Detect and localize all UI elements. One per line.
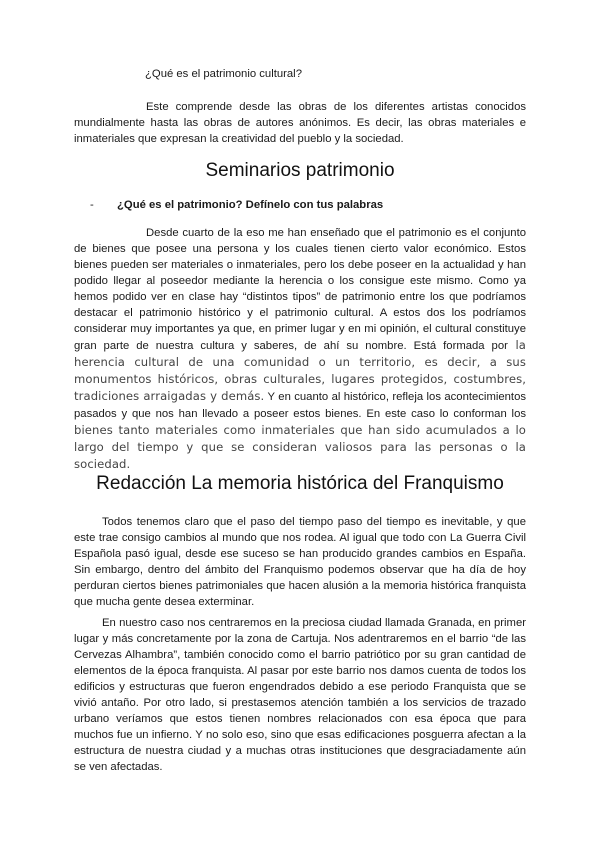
redaccion-heading: Redacción La memoria histórica del Franquismo [96,473,504,494]
seminarios-heading: Seminarios patrimonio [205,160,395,181]
bullet-dash: - [90,199,94,211]
bullet-question: ¿Qué es el patrimonio? Defínelo con tus palabras [117,199,384,211]
answer-part-1: Desde cuarto de la eso me han enseñado que el patrimonio es el conjunto de bienes que posee una persona y los cuales tienen cierto valor económico. Estos bienes pueden ser materiales o inmateriales, pero los debe poseer en la actualidad y han podido llegar al poseedor mediante la herencia o los consigue este mismo. Como ya hemos podido ver en clase hay “distintos tipos” de patrimonio entre los que podríamos destacar el patrimonio histórico y el patrimonio cultural. A estos dos los podríamos considerar muy importantes ya que, en primer lugar y en mi opinión, el cultural constituye gran parte de nuestra cultura y saberes, de ahí su nombre. Está formada por [74,227,526,352]
answer-part-2: la herencia cultural de una comunidad o un territorio, es decir, a sus monumentos históricos, obras culturales, lugares protegidos, costumbres, tradiciones arraigadas y demás. [74,338,526,403]
redaccion-paragraph-2: En nuestro caso nos centraremos en la preciosa ciudad llamada Granada, en primer lugar y más concretamente por la zona de Cartuja. Nos adentraremos en el barrio “de las Cervezas Alhambra”, también conocido como el barrio patriótico por su gran cantidad de elementos de la época franquista. Al pasar por este barrio nos damos cuenta de todos los edificios y estructuras que fueron engendrados debido a ese periodo Franquista que se vivió antaño. Por otro lado, si prestasemos atención también a los servicios de trazado urbano veríamos que estos tienen nombres relacionados con esa época que para muchos fue un infierno. Y no solo eso, sino que esas edificaciones posguerra afectan a la estructura de nuestra ciudad y a muchas otras instituciones que desgraciadamente aún se ven afectadas. [74,617,526,773]
intro-question: ¿Qué es el patrimonio cultural? [145,68,302,80]
answer-part-3: Y en cuanto al histórico, refleja los acontecimientos pasados y que nos han llevado a poseer estos bienes. En este caso lo conforman los [74,391,526,420]
intro-answer: Este comprende desde las obras de los diferentes artistas conocidos mundialmente hasta las obras de autores anónimos. Es decir, las obras materiales e inmateriales que expresan la creatividad del pueblo y la sociedad. [74,101,526,145]
answer-part-4: bienes tanto materiales como inmateriales que han sido acumulados a lo largo del tiempo y que se consideran valiosos para las personas o la sociedad. [74,423,526,471]
seminarios-answer [74,225,526,473]
redaccion-paragraph-1: Todos tenemos claro que el paso del tiempo paso del tiempo es inevitable, y que este trae consigo cambios al mundo que nos rodea. Al igual que todo con La Guerra Civil Española pasó igual, desde ese suceso se han producido grandes cambios en España. Sin embargo, dentro del ámbito del Franquismo podemos observar que ha día de hoy perduran ciertos bienes patrimoniales que hacen alusión a la memoria histórica franquista que mucha gente desea exterminar. [74,516,526,608]
bullet-item [90,199,530,211]
